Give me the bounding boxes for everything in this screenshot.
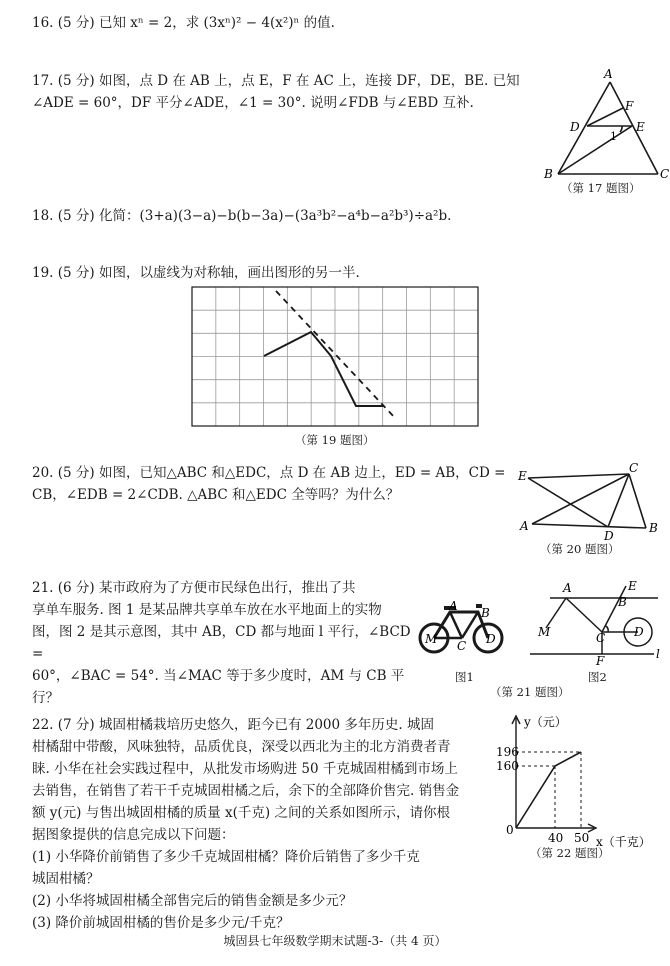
segment-cd <box>608 474 629 527</box>
question-22-line-6: 据图象提供的信息完成以下问题： <box>32 827 235 843</box>
question-22-line-4: 去销售，在销售了若干千克城固柑橘之后，余下的全部降价售完. 销售金 <box>32 783 460 799</box>
question-20-line-1: 20. (5 分) 如图，已知△ABC 和△EDC，点 D 在 AB 边上，ED = AB，CD = <box>32 465 506 481</box>
figure-21-bicycle-photo <box>416 598 508 660</box>
question-20-line-2: CB，∠EDB = 2∠CDB. △ABC 和△EDC 全等吗？为什么？ <box>32 487 400 503</box>
segment-df <box>587 108 623 126</box>
y-tick-196: 196 <box>496 745 519 759</box>
question-22-line-2: 柑橘甜中带酸，风味独特，品质优良，深受以西北为主的北方消费者青 <box>32 739 451 755</box>
photo-label-b: B <box>481 606 490 620</box>
question-21-line-4: 60°，∠BAC = 54°. 当∠MAC 等于多少度时，AM 与 CB 平行？ <box>32 668 405 706</box>
schematic-label-d: D <box>634 625 644 639</box>
question-22-part-3: (3) 降价前城固柑橘的售价是多少元/千克？ <box>32 915 290 931</box>
figure-21-label-2: 图2 <box>588 670 607 684</box>
photo-label-m: M <box>425 632 438 646</box>
figure-19-grid <box>192 287 479 427</box>
sales-graph-line <box>516 752 581 828</box>
angle-1-arc <box>620 126 622 132</box>
label-b: B <box>544 167 553 181</box>
question-21-line-2: 享单车服务. 图 1 是某品牌共享单车放在水平地面上的实物 <box>32 602 382 618</box>
y-axis-label: y（元） <box>524 715 567 729</box>
question-22-line-5: 额 y(元) 与售出城固柑橘的质量 x(千克) 之间的关系如图所示，请你根 <box>32 805 450 821</box>
schematic-label-a: A <box>563 581 572 595</box>
label-a: A <box>520 519 529 533</box>
question-16-text: 16. (5 分) 已知 xⁿ = 2，求 (3xⁿ)² − 4(x²)ⁿ 的值. <box>32 15 335 31</box>
schematic-label-e: E <box>628 579 637 593</box>
question-22-part-2: (2) 小华将城固柑橘全部售完后的销售金额是多少元？ <box>32 893 353 909</box>
question-22-part-1b: 城固柑橘？ <box>32 871 100 887</box>
schematic-label-f: F <box>596 654 605 668</box>
schematic-label-m: M <box>538 625 551 639</box>
label-c: C <box>660 167 670 181</box>
label-d: D <box>570 120 580 134</box>
figure-21-label-1: 图1 <box>455 670 474 684</box>
y-tick-160: 160 <box>496 759 519 773</box>
question-20 <box>32 462 510 506</box>
segment-ab <box>558 82 610 174</box>
question-21-line-1: 21. (6 分) 某市政府为了方便市民绿色出行，推出了共 <box>32 580 356 596</box>
figure-17 <box>540 67 670 198</box>
figure-20-caption: （第 20 题图） <box>540 542 620 556</box>
question-22-line-1: 22. (7 分) 城固柑橘栽培历史悠久，距今已有 2000 多年历史. 城固 <box>32 717 434 733</box>
question-17-line-2: ∠ADE = 60°，DF 平分∠ADE，∠1 = 30°. 说明∠FDB 与∠EBD 互补. <box>32 95 474 111</box>
question-21 <box>32 577 417 709</box>
figure-19-caption: （第 19 题图） <box>295 433 375 447</box>
question-22 <box>32 714 514 934</box>
question-17-line-1: 17. (5 分) 如图，点 D 在 AB 上，点 E，F 在 AC 上，连接 DF，DE，BE. 已知 <box>32 73 520 89</box>
question-17 <box>32 70 552 114</box>
schematic-label-l: l <box>656 647 660 661</box>
figure-21-schematic <box>530 578 660 668</box>
label-e: E <box>636 120 645 134</box>
figure-22-graph <box>496 712 666 852</box>
x-axis-label: x（千克） <box>596 835 651 849</box>
photo-label-c: C <box>457 639 467 653</box>
label-e: E <box>518 469 527 483</box>
figure-17-caption: （第 17 题图） <box>561 181 641 195</box>
figure-20 <box>516 462 666 542</box>
segment-ac <box>610 82 658 174</box>
label-d: D <box>604 529 614 543</box>
question-21-line-3: 图，图 2 是其示意图，其中 AB，CD 都与地面 l 平行，∠BCD = <box>32 624 411 662</box>
label-c: C <box>629 461 639 475</box>
segment-ec <box>528 474 629 478</box>
question-16 <box>32 12 335 34</box>
page-footer: 城固县七年级数学期末试题-3-（共 4 页） <box>223 934 447 948</box>
x-tick-50: 50 <box>574 831 590 845</box>
label-a: A <box>604 67 613 81</box>
question-22-part-1a: (1) 小华降价前销售了多少千克城固柑橘？降价后销售了多少千克 <box>32 849 420 865</box>
segment-am <box>546 598 566 628</box>
segment-ab <box>532 524 646 528</box>
question-18 <box>32 205 451 227</box>
photo-label-d: D <box>486 632 496 646</box>
schematic-label-c: C <box>596 631 606 645</box>
angle-1-label: 1 <box>610 130 617 143</box>
question-19 <box>32 262 360 284</box>
segment-ce <box>602 586 626 632</box>
segment-cb <box>629 474 646 528</box>
schematic-label-b: B <box>618 595 627 609</box>
label-b: B <box>649 521 658 535</box>
question-19-text: 19. (5 分) 如图，以虚线为对称轴，画出图形的另一半. <box>32 265 360 281</box>
question-22-line-3: 睐. 小华在社会实践过程中，从批发市场购进 50 千克城固柑橘到市场上 <box>32 761 458 777</box>
question-18-text: 18. (5 分) 化简：(3+a)(3−a)−b(b−3a)−(3a³b²−a⁴b−a²b³)÷a²b. <box>32 208 452 224</box>
label-f: F <box>625 99 634 113</box>
photo-label-a: A <box>449 599 458 613</box>
angle-bcd-arc <box>606 626 608 632</box>
bike-frame-tube <box>450 612 462 638</box>
figure-22-caption: （第 22 题图） <box>530 846 610 860</box>
x-tick-40: 40 <box>548 831 564 845</box>
figure-21-caption: （第 21 题图） <box>490 685 570 699</box>
segment-ac <box>566 598 602 632</box>
segment-ac <box>532 474 629 524</box>
origin-label: 0 <box>506 823 514 837</box>
